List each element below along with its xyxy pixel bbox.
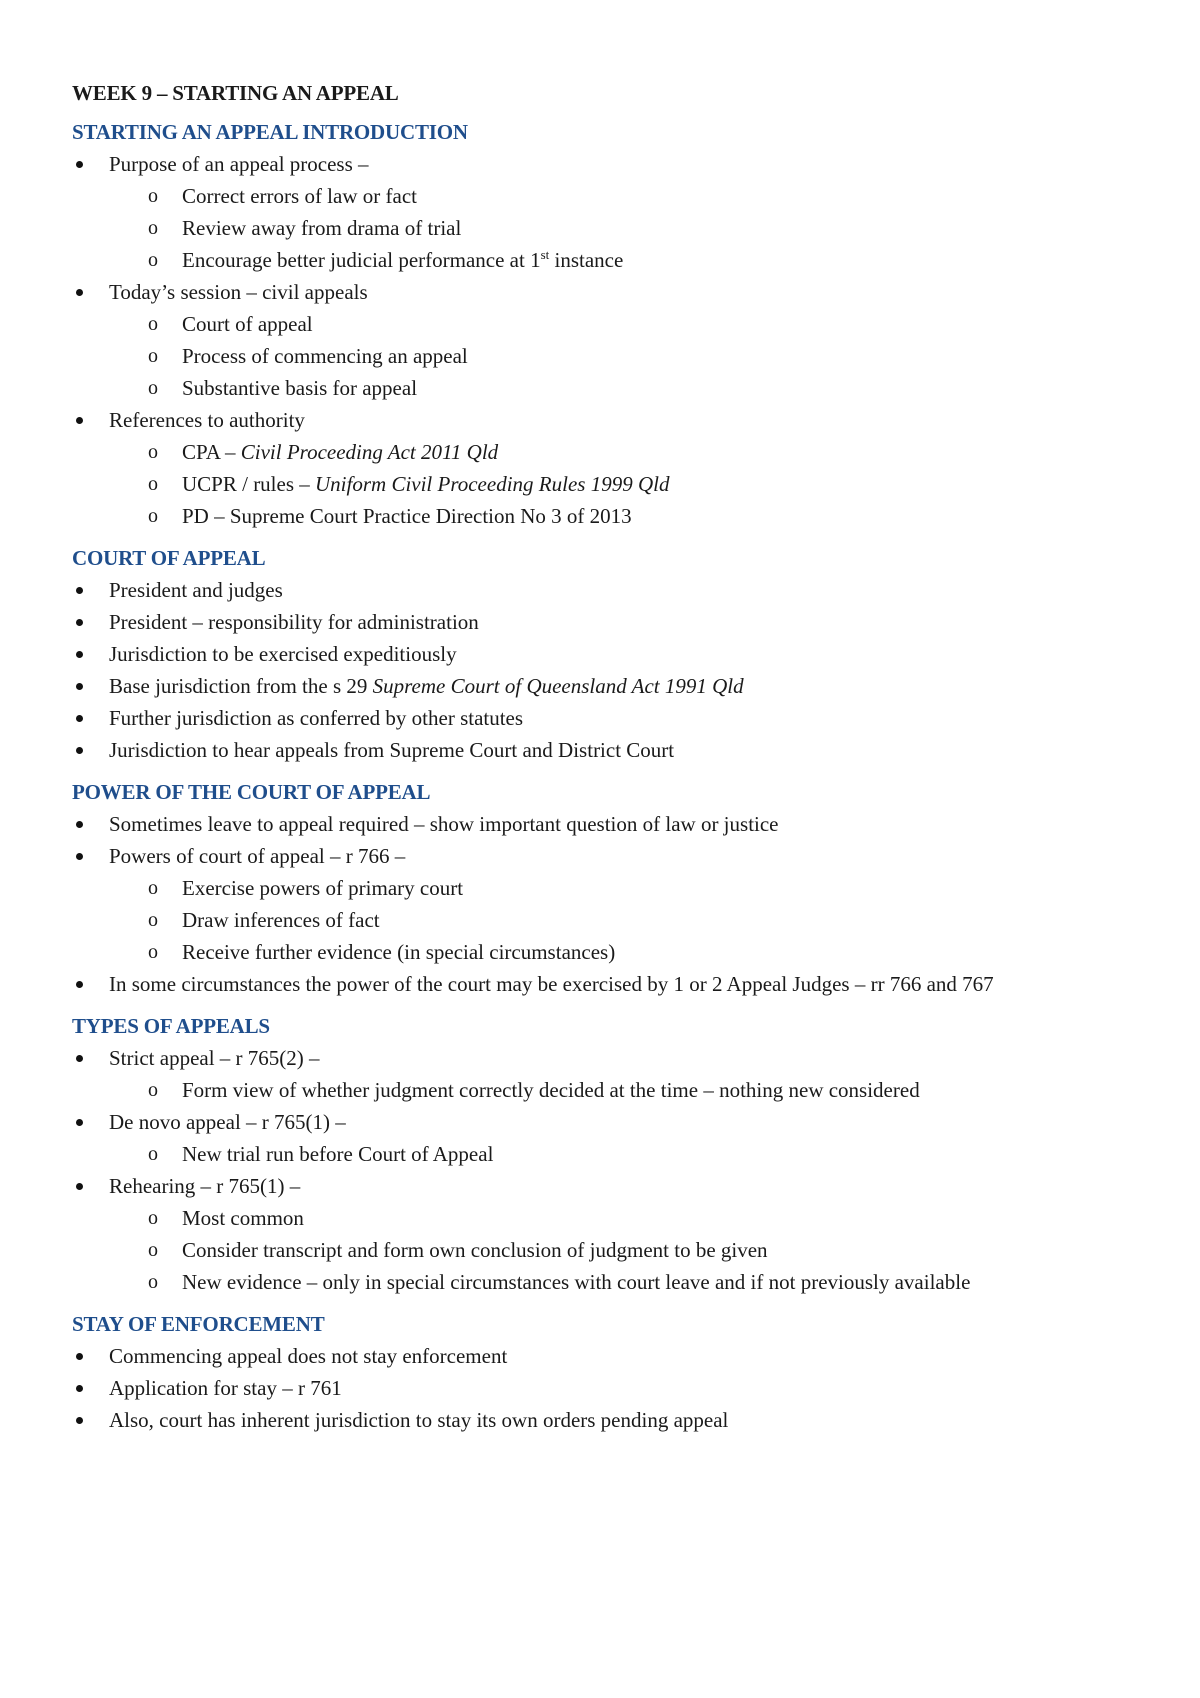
- item-text: Jurisdiction to hear appeals from Supreme Court and District Court: [109, 738, 675, 762]
- sub-list-item: [72, 308, 1128, 340]
- list-item: [72, 404, 1128, 532]
- sub-bullet-list: [109, 872, 1128, 968]
- bullet-list: [72, 148, 1128, 532]
- section: [72, 542, 1128, 766]
- sub-list-item: [72, 436, 1128, 468]
- section-heading: COURT OF APPEAL: [72, 546, 266, 570]
- bullet-list: [72, 1340, 1128, 1436]
- list-item: [72, 1340, 1128, 1372]
- list-item: [72, 276, 1128, 404]
- bullet-list: [72, 574, 1128, 766]
- item-text: Receive further evidence (in special circumstances): [182, 940, 616, 964]
- circle-bullet-icon: o: [148, 1079, 158, 1101]
- circle-bullet-icon: o: [148, 1143, 158, 1165]
- sub-list-item: [72, 244, 1128, 276]
- list-item: [72, 702, 1128, 734]
- item-text: De novo appeal – r 765(1) –: [109, 1110, 346, 1134]
- item-text: Form view of whether judgment correctly decided at the time – nothing new considered: [182, 1078, 920, 1102]
- sub-list-item: [72, 372, 1128, 404]
- section: [72, 116, 1128, 532]
- item-text: UCPR / rules –: [182, 472, 316, 496]
- bullet-dot-icon: [76, 981, 83, 988]
- bullet-dot-icon: [76, 619, 83, 626]
- item-text: Further jurisdiction as conferred by other statutes: [109, 706, 524, 730]
- item-text: PD – Supreme Court Practice Direction No 3 of 2013: [182, 504, 632, 528]
- list-item: [72, 148, 1128, 276]
- list-item: [72, 606, 1128, 638]
- item-text: Sometimes leave to appeal required – show important question of law or justice: [109, 812, 779, 836]
- sub-list-item: [72, 180, 1128, 212]
- list-item: [72, 808, 1128, 840]
- item-text: Review away from drama of trial: [182, 216, 462, 240]
- sub-bullet-list: [109, 1138, 1128, 1170]
- sub-list-item: [72, 904, 1128, 936]
- bullet-dot-icon: [76, 683, 83, 690]
- item-text: Rehearing – r 765(1) –: [109, 1174, 301, 1198]
- list-item: [72, 638, 1128, 670]
- bullet-dot-icon: [76, 1417, 83, 1424]
- item-text: Encourage better judicial performance at 1: [182, 248, 541, 272]
- list-item: [72, 670, 1128, 702]
- bullet-dot-icon: [76, 821, 83, 828]
- sub-list-item: [72, 1074, 1128, 1106]
- circle-bullet-icon: o: [148, 377, 158, 399]
- item-text: Correct errors of law or fact: [182, 184, 417, 208]
- sub-list-item: [72, 1138, 1128, 1170]
- sub-list-item: [72, 340, 1128, 372]
- bullet-dot-icon: [76, 651, 83, 658]
- circle-bullet-icon: o: [148, 1239, 158, 1261]
- item-text: References to authority: [109, 408, 305, 432]
- bullet-dot-icon: [76, 747, 83, 754]
- bullet-dot-icon: [76, 1183, 83, 1190]
- item-text: Jurisdiction to be exercised expeditiously: [109, 642, 457, 666]
- section-heading: POWER OF THE COURT OF APPEAL: [72, 780, 431, 804]
- item-text: Consider transcript and form own conclusion of judgment to be given: [182, 1238, 768, 1262]
- circle-bullet-icon: o: [148, 1207, 158, 1229]
- item-text: Draw inferences of fact: [182, 908, 380, 932]
- section-heading: STARTING AN APPEAL INTRODUCTION: [72, 120, 468, 144]
- bullet-dot-icon: [76, 289, 83, 296]
- list-item: [72, 574, 1128, 606]
- circle-bullet-icon: o: [148, 345, 158, 367]
- circle-bullet-icon: o: [148, 249, 158, 271]
- item-text: President and judges: [109, 578, 283, 602]
- circle-bullet-icon: o: [148, 185, 158, 207]
- document-title: WEEK 9 – STARTING AN APPEAL: [72, 81, 399, 105]
- bullet-list: [72, 808, 1128, 1000]
- item-text: Also, court has inherent jurisdiction to stay its own orders pending appeal: [109, 1408, 729, 1432]
- bullet-list: [72, 1042, 1128, 1298]
- item-text: New trial run before Court of Appeal: [182, 1142, 494, 1166]
- sub-list-item: [72, 1266, 1128, 1298]
- bullet-dot-icon: [76, 1353, 83, 1360]
- section: [72, 1010, 1128, 1298]
- sub-list-item: [72, 500, 1128, 532]
- item-text: Exercise powers of primary court: [182, 876, 464, 900]
- item-text: Commencing appeal does not stay enforcement: [109, 1344, 508, 1368]
- list-item: [72, 734, 1128, 766]
- document-body: [72, 116, 1128, 1436]
- circle-bullet-icon: o: [148, 909, 158, 931]
- item-text: Powers of court of appeal – r 766 –: [109, 844, 406, 868]
- circle-bullet-icon: o: [148, 877, 158, 899]
- item-text: Strict appeal – r 765(2) –: [109, 1046, 320, 1070]
- item-text: Application for stay – r 761: [109, 1376, 342, 1400]
- circle-bullet-icon: o: [148, 941, 158, 963]
- sub-list-item: [72, 468, 1128, 500]
- sub-bullet-list: [109, 180, 1128, 276]
- section: [72, 776, 1128, 1000]
- circle-bullet-icon: o: [148, 505, 158, 527]
- list-item: [72, 840, 1128, 968]
- circle-bullet-icon: o: [148, 313, 158, 335]
- bullet-dot-icon: [76, 715, 83, 722]
- item-text: Today’s session – civil appeals: [109, 280, 368, 304]
- item-text: Most common: [182, 1206, 304, 1230]
- bullet-dot-icon: [76, 853, 83, 860]
- list-item: [72, 1106, 1128, 1170]
- item-text: New evidence – only in special circumstances with court leave and if not previously available: [182, 1270, 971, 1294]
- bullet-dot-icon: [76, 1119, 83, 1126]
- italic-citation: Uniform Civil Proceeding Rules 1999 Qld: [315, 472, 670, 496]
- circle-bullet-icon: o: [148, 441, 158, 463]
- item-text: Purpose of an appeal process –: [109, 152, 369, 176]
- sub-list-item: [72, 1234, 1128, 1266]
- bullet-dot-icon: [76, 161, 83, 168]
- list-item: [72, 1372, 1128, 1404]
- section-heading: TYPES OF APPEALS: [72, 1014, 270, 1038]
- sub-bullet-list: [109, 1074, 1128, 1106]
- circle-bullet-icon: o: [148, 1271, 158, 1293]
- list-item: [72, 1042, 1128, 1106]
- sub-list-item: [72, 212, 1128, 244]
- list-item: [72, 968, 1128, 1000]
- sub-list-item: [72, 1202, 1128, 1234]
- bullet-dot-icon: [76, 417, 83, 424]
- item-text: President – responsibility for administration: [109, 610, 479, 634]
- item-text: instance: [549, 248, 624, 272]
- superscript: st: [540, 247, 550, 262]
- list-item: [72, 1404, 1128, 1436]
- section: [72, 1308, 1128, 1436]
- italic-citation: Supreme Court of Queensland Act 1991 Qld: [372, 674, 744, 698]
- sub-list-item: [72, 872, 1128, 904]
- circle-bullet-icon: o: [148, 473, 158, 495]
- sub-bullet-list: [109, 308, 1128, 404]
- bullet-dot-icon: [76, 1055, 83, 1062]
- item-text: Base jurisdiction from the s 29: [109, 674, 373, 698]
- item-text: Court of appeal: [182, 312, 313, 336]
- sub-bullet-list: [109, 436, 1128, 532]
- item-text: Process of commencing an appeal: [182, 344, 468, 368]
- item-text: In some circumstances the power of the court may be exercised by 1 or 2 Appeal Judges – rr 766 and 767: [109, 972, 994, 996]
- sub-bullet-list: [109, 1202, 1128, 1298]
- circle-bullet-icon: o: [148, 217, 158, 239]
- list-item: [72, 1170, 1128, 1298]
- item-text: Substantive basis for appeal: [182, 376, 418, 400]
- italic-citation: Civil Proceeding Act 2011 Qld: [240, 440, 499, 464]
- bullet-dot-icon: [76, 1385, 83, 1392]
- section-heading: STAY OF ENFORCEMENT: [72, 1312, 325, 1336]
- item-text: CPA –: [182, 440, 241, 464]
- sub-list-item: [72, 936, 1128, 968]
- bullet-dot-icon: [76, 587, 83, 594]
